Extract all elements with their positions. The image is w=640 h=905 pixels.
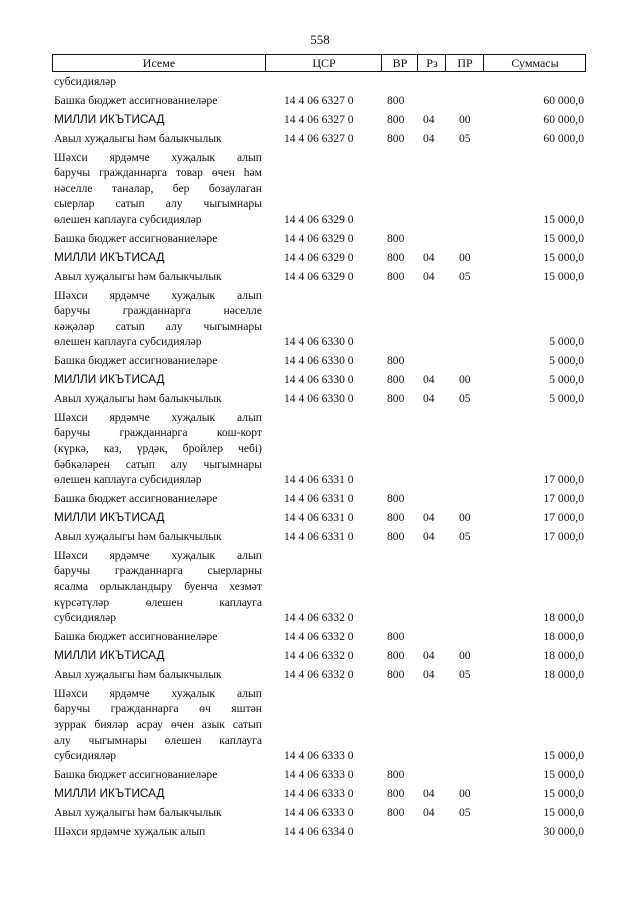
row-csr: 14 4 06 6333 0 (284, 768, 354, 782)
row-name-line: Авыл хуҗалыгы һәм балыкчылык (54, 805, 222, 819)
row-name-line: сыерлар сатып алу чыгымнары (54, 197, 262, 211)
row-name (54, 686, 262, 764)
table-row (0, 231, 640, 250)
row-name (54, 131, 262, 147)
row-name (54, 112, 262, 128)
row-csr: 14 4 06 6330 0 (284, 335, 354, 349)
table-header (52, 54, 586, 72)
row-name (54, 491, 262, 507)
row-sum: 5 000,0 (549, 354, 584, 368)
row-name-line: субсидияләр (54, 749, 117, 763)
row-name-line: субсидияләр (54, 611, 117, 625)
row-csr: 14 4 06 6331 0 (284, 492, 354, 506)
row-name-line: (күркә, каз, үрдәк, бройлер чебі) (54, 442, 262, 456)
row-name (54, 767, 262, 783)
row-name (54, 824, 262, 840)
row-sum: 5 000,0 (549, 392, 584, 405)
row-csr: 14 4 06 6333 0 (284, 805, 354, 819)
row-name (54, 629, 262, 645)
row-pr: 05 (459, 529, 471, 543)
row-name (54, 269, 262, 285)
table-row (0, 667, 640, 686)
row-name (54, 529, 262, 545)
row-sum: 15 000,0 (543, 212, 584, 226)
table-row (0, 150, 640, 231)
row-name (54, 74, 262, 90)
row-name-line: Авыл хуҗалыгы һәм балыкчылык (54, 269, 222, 283)
row-rz: 04 (423, 131, 435, 145)
row-rz: 04 (423, 529, 435, 543)
row-csr: 14 4 06 6333 0 (284, 749, 354, 763)
row-name-line: кәҗәләр сатып алу чыгымнары (54, 319, 262, 333)
row-csr: 14 4 06 6330 0 (284, 354, 354, 368)
row-csr: 14 4 06 6332 0 (284, 630, 354, 644)
row-sum: 18 000,0 (543, 667, 584, 681)
row-name-line: Авыл хуҗалыгы һәм балыкчылык (54, 667, 222, 681)
row-rz: 04 (423, 805, 435, 819)
row-name-line: баручы гражданнарга товар өчен һәм (54, 166, 262, 180)
row-name-line: Башка бюджет ассигнованиеләре (54, 492, 218, 506)
table-row (0, 686, 640, 767)
row-csr: 14 4 06 6331 0 (284, 511, 354, 525)
row-name (54, 667, 262, 683)
row-name-line: баручы гражданнарга өч яштән (54, 702, 262, 716)
row-csr: 14 4 06 6329 0 (284, 269, 354, 283)
row-sum: 15 000,0 (543, 231, 584, 245)
row-name-line: МИЛЛИ ИКЪТИСАД (54, 111, 165, 126)
table-row (0, 491, 640, 510)
row-name-line: Башка бюджет ассигнованиеләре (54, 231, 218, 245)
table-row (0, 288, 640, 354)
table-row (0, 548, 640, 629)
row-csr: 14 4 06 6331 0 (284, 473, 354, 487)
table-row (0, 410, 640, 491)
row-vr: 800 (387, 392, 405, 405)
row-name-line: нәселле таналар, бер бозаулаган (54, 181, 262, 195)
table-row (0, 93, 640, 112)
row-name-line: өлешен каплауга субсидияләр (54, 473, 202, 487)
row-name-line: МИЛЛИ ИКЪТИСАД (54, 648, 165, 663)
row-pr: 05 (459, 269, 471, 283)
table-row (0, 391, 640, 410)
row-csr: 14 4 06 6327 0 (284, 112, 354, 126)
row-vr: 800 (387, 529, 405, 543)
row-pr: 00 (459, 250, 471, 264)
row-vr: 800 (387, 787, 405, 801)
row-vr: 800 (387, 112, 405, 126)
table-row (0, 112, 640, 131)
row-name (54, 288, 262, 350)
row-name-line: Авыл хуҗалыгы һәм балыкчылык (54, 131, 222, 145)
row-rz: 04 (423, 787, 435, 801)
row-sum: 15 000,0 (543, 805, 584, 819)
row-pr: 05 (459, 667, 471, 681)
row-csr: 14 4 06 6332 0 (284, 649, 354, 663)
row-name-line: МИЛЛИ ИКЪТИСАД (54, 372, 165, 387)
row-name (54, 648, 262, 664)
row-csr: 14 4 06 6332 0 (284, 611, 354, 625)
row-name-line: бәбкәләрен сатып алу чыгымнары (54, 457, 262, 471)
row-vr: 800 (387, 354, 405, 368)
row-name (54, 510, 262, 526)
row-name-line: Шәхси ярдәмче хуҗалык алып (54, 410, 262, 424)
header-vr: ВР (381, 55, 418, 71)
row-csr: 14 4 06 6332 0 (284, 667, 354, 681)
row-vr: 800 (387, 630, 405, 644)
row-sum: 30 000,0 (543, 824, 584, 838)
row-name-line: баручы гражданнарга нәселле (54, 304, 262, 318)
row-pr: 00 (459, 373, 471, 387)
row-name-line: Авыл хуҗалыгы һәм балыкчылык (54, 529, 222, 543)
row-name-line: алу чыгымнары өлешен каплауга (54, 733, 262, 747)
row-csr: 14 4 06 6329 0 (284, 231, 354, 245)
row-csr: 14 4 06 6333 0 (284, 787, 354, 801)
row-name-line: өлешен каплауга субсидияләр (54, 212, 202, 226)
row-vr: 800 (387, 511, 405, 525)
row-vr: 800 (387, 373, 405, 387)
row-vr: 800 (387, 492, 405, 506)
header-name: Исеме (142, 56, 176, 70)
row-name-line: Шәхси ярдәмче хуҗалык алып (54, 824, 206, 838)
row-rz: 04 (423, 269, 435, 283)
row-sum: 60 000,0 (543, 131, 584, 145)
row-rz: 04 (423, 250, 435, 264)
row-name-line: субсидияләр (54, 75, 117, 88)
row-name (54, 353, 262, 369)
row-sum: 15 000,0 (543, 269, 584, 283)
row-name-line: баручы гражданнарга сыерларны (54, 564, 262, 578)
row-rz: 04 (423, 649, 435, 663)
row-name-line: Шәхси ярдәмче хуҗалык алып (54, 548, 262, 562)
row-pr: 00 (459, 112, 471, 126)
row-name (54, 391, 262, 407)
row-pr: 05 (459, 805, 471, 819)
row-name (54, 150, 262, 228)
row-name-line: МИЛЛИ ИКЪТИСАД (54, 249, 165, 264)
budget-table-body (0, 74, 640, 843)
row-csr: 14 4 06 6329 0 (284, 212, 354, 226)
table-row (0, 805, 640, 824)
table-row (0, 372, 640, 391)
row-csr: 14 4 06 6330 0 (284, 373, 354, 387)
row-name (54, 786, 262, 802)
row-name (54, 548, 262, 626)
row-sum: 5 000,0 (549, 335, 584, 349)
row-csr: 14 4 06 6330 0 (284, 392, 354, 405)
row-name-line: Шәхси ярдәмче хуҗалык алып (54, 288, 262, 302)
row-name-line: Башка бюджет ассигнованиеләре (54, 768, 218, 782)
row-rz: 04 (423, 511, 435, 525)
table-row (0, 767, 640, 786)
row-csr: 14 4 06 6327 0 (284, 131, 354, 145)
header-csr: ЦСР (265, 55, 382, 71)
row-rz: 04 (423, 392, 435, 405)
table-row (0, 824, 640, 843)
table-row (0, 269, 640, 288)
table-row (0, 353, 640, 372)
row-sum: 17 000,0 (543, 529, 584, 543)
row-name-line: күрсәтүләр өлешен каплауга (54, 595, 262, 609)
header-pr: ПР (445, 55, 484, 71)
row-sum: 18 000,0 (543, 611, 584, 625)
row-sum: 18 000,0 (543, 630, 584, 644)
row-name-line: ясалма орлыкландыру буенча хезмәт (54, 580, 262, 594)
row-sum: 18 000,0 (543, 649, 584, 663)
table-row (0, 74, 640, 93)
row-sum: 17 000,0 (543, 511, 584, 525)
row-sum: 60 000,0 (543, 112, 584, 126)
row-vr: 800 (387, 649, 405, 663)
row-pr: 00 (459, 787, 471, 801)
row-name-line: зуррак бияләр асрау өчен азык сатып (54, 718, 262, 732)
row-vr: 800 (387, 231, 405, 245)
row-vr: 800 (387, 768, 405, 782)
row-pr: 00 (459, 511, 471, 525)
row-name (54, 372, 262, 388)
row-name-line: өлешен каплауга субсидияләр (54, 335, 202, 349)
row-name (54, 805, 262, 821)
page-number: 558 (310, 32, 330, 47)
row-sum: 15 000,0 (543, 250, 584, 264)
header-sum: Суммасы (483, 55, 586, 71)
row-pr: 00 (459, 649, 471, 663)
row-rz: 04 (423, 112, 435, 126)
row-sum: 15 000,0 (543, 787, 584, 801)
row-name (54, 410, 262, 488)
row-vr: 800 (387, 805, 405, 819)
row-pr: 05 (459, 392, 471, 405)
row-name-line: Башка бюджет ассигнованиеләре (54, 354, 218, 368)
row-vr: 800 (387, 131, 405, 145)
row-name-line: Шәхси ярдәмче хуҗалык алып (54, 150, 262, 164)
row-name-line: Шәхси ярдәмче хуҗалык алып (54, 686, 262, 700)
row-csr: 14 4 06 6334 0 (284, 824, 354, 838)
row-name-line: МИЛЛИ ИКЪТИСАД (54, 510, 165, 525)
row-sum: 17 000,0 (543, 492, 584, 506)
row-rz: 04 (423, 373, 435, 387)
row-vr: 800 (387, 269, 405, 283)
row-name (54, 250, 262, 266)
row-name-line: МИЛЛИ ИКЪТИСАД (54, 786, 165, 801)
row-rz: 04 (423, 667, 435, 681)
row-name-line: баручы гражданнарга кош-корт (54, 426, 262, 440)
row-sum: 5 000,0 (549, 373, 584, 387)
table-row (0, 786, 640, 805)
row-csr: 14 4 06 6329 0 (284, 250, 354, 264)
row-vr: 800 (387, 250, 405, 264)
row-sum: 60 000,0 (543, 93, 584, 107)
table-row (0, 629, 640, 648)
row-name (54, 231, 262, 247)
row-csr: 14 4 06 6327 0 (284, 93, 354, 107)
header-rz: Рз (417, 55, 446, 71)
row-pr: 05 (459, 131, 471, 145)
row-sum: 17 000,0 (543, 473, 584, 487)
table-row (0, 131, 640, 150)
row-sum: 15 000,0 (543, 768, 584, 782)
row-name-line: Башка бюджет ассигнованиеләре (54, 630, 218, 644)
row-name (54, 93, 262, 109)
table-row (0, 648, 640, 667)
row-vr: 800 (387, 93, 405, 107)
table-row (0, 510, 640, 529)
row-name-line: Башка бюджет ассигнованиеләре (54, 93, 218, 107)
row-vr: 800 (387, 667, 405, 681)
table-row (0, 529, 640, 548)
row-name-line: Авыл хуҗалыгы һәм балыкчылык (54, 392, 222, 405)
table-row (0, 250, 640, 269)
row-csr: 14 4 06 6331 0 (284, 529, 354, 543)
row-sum: 15 000,0 (543, 749, 584, 763)
